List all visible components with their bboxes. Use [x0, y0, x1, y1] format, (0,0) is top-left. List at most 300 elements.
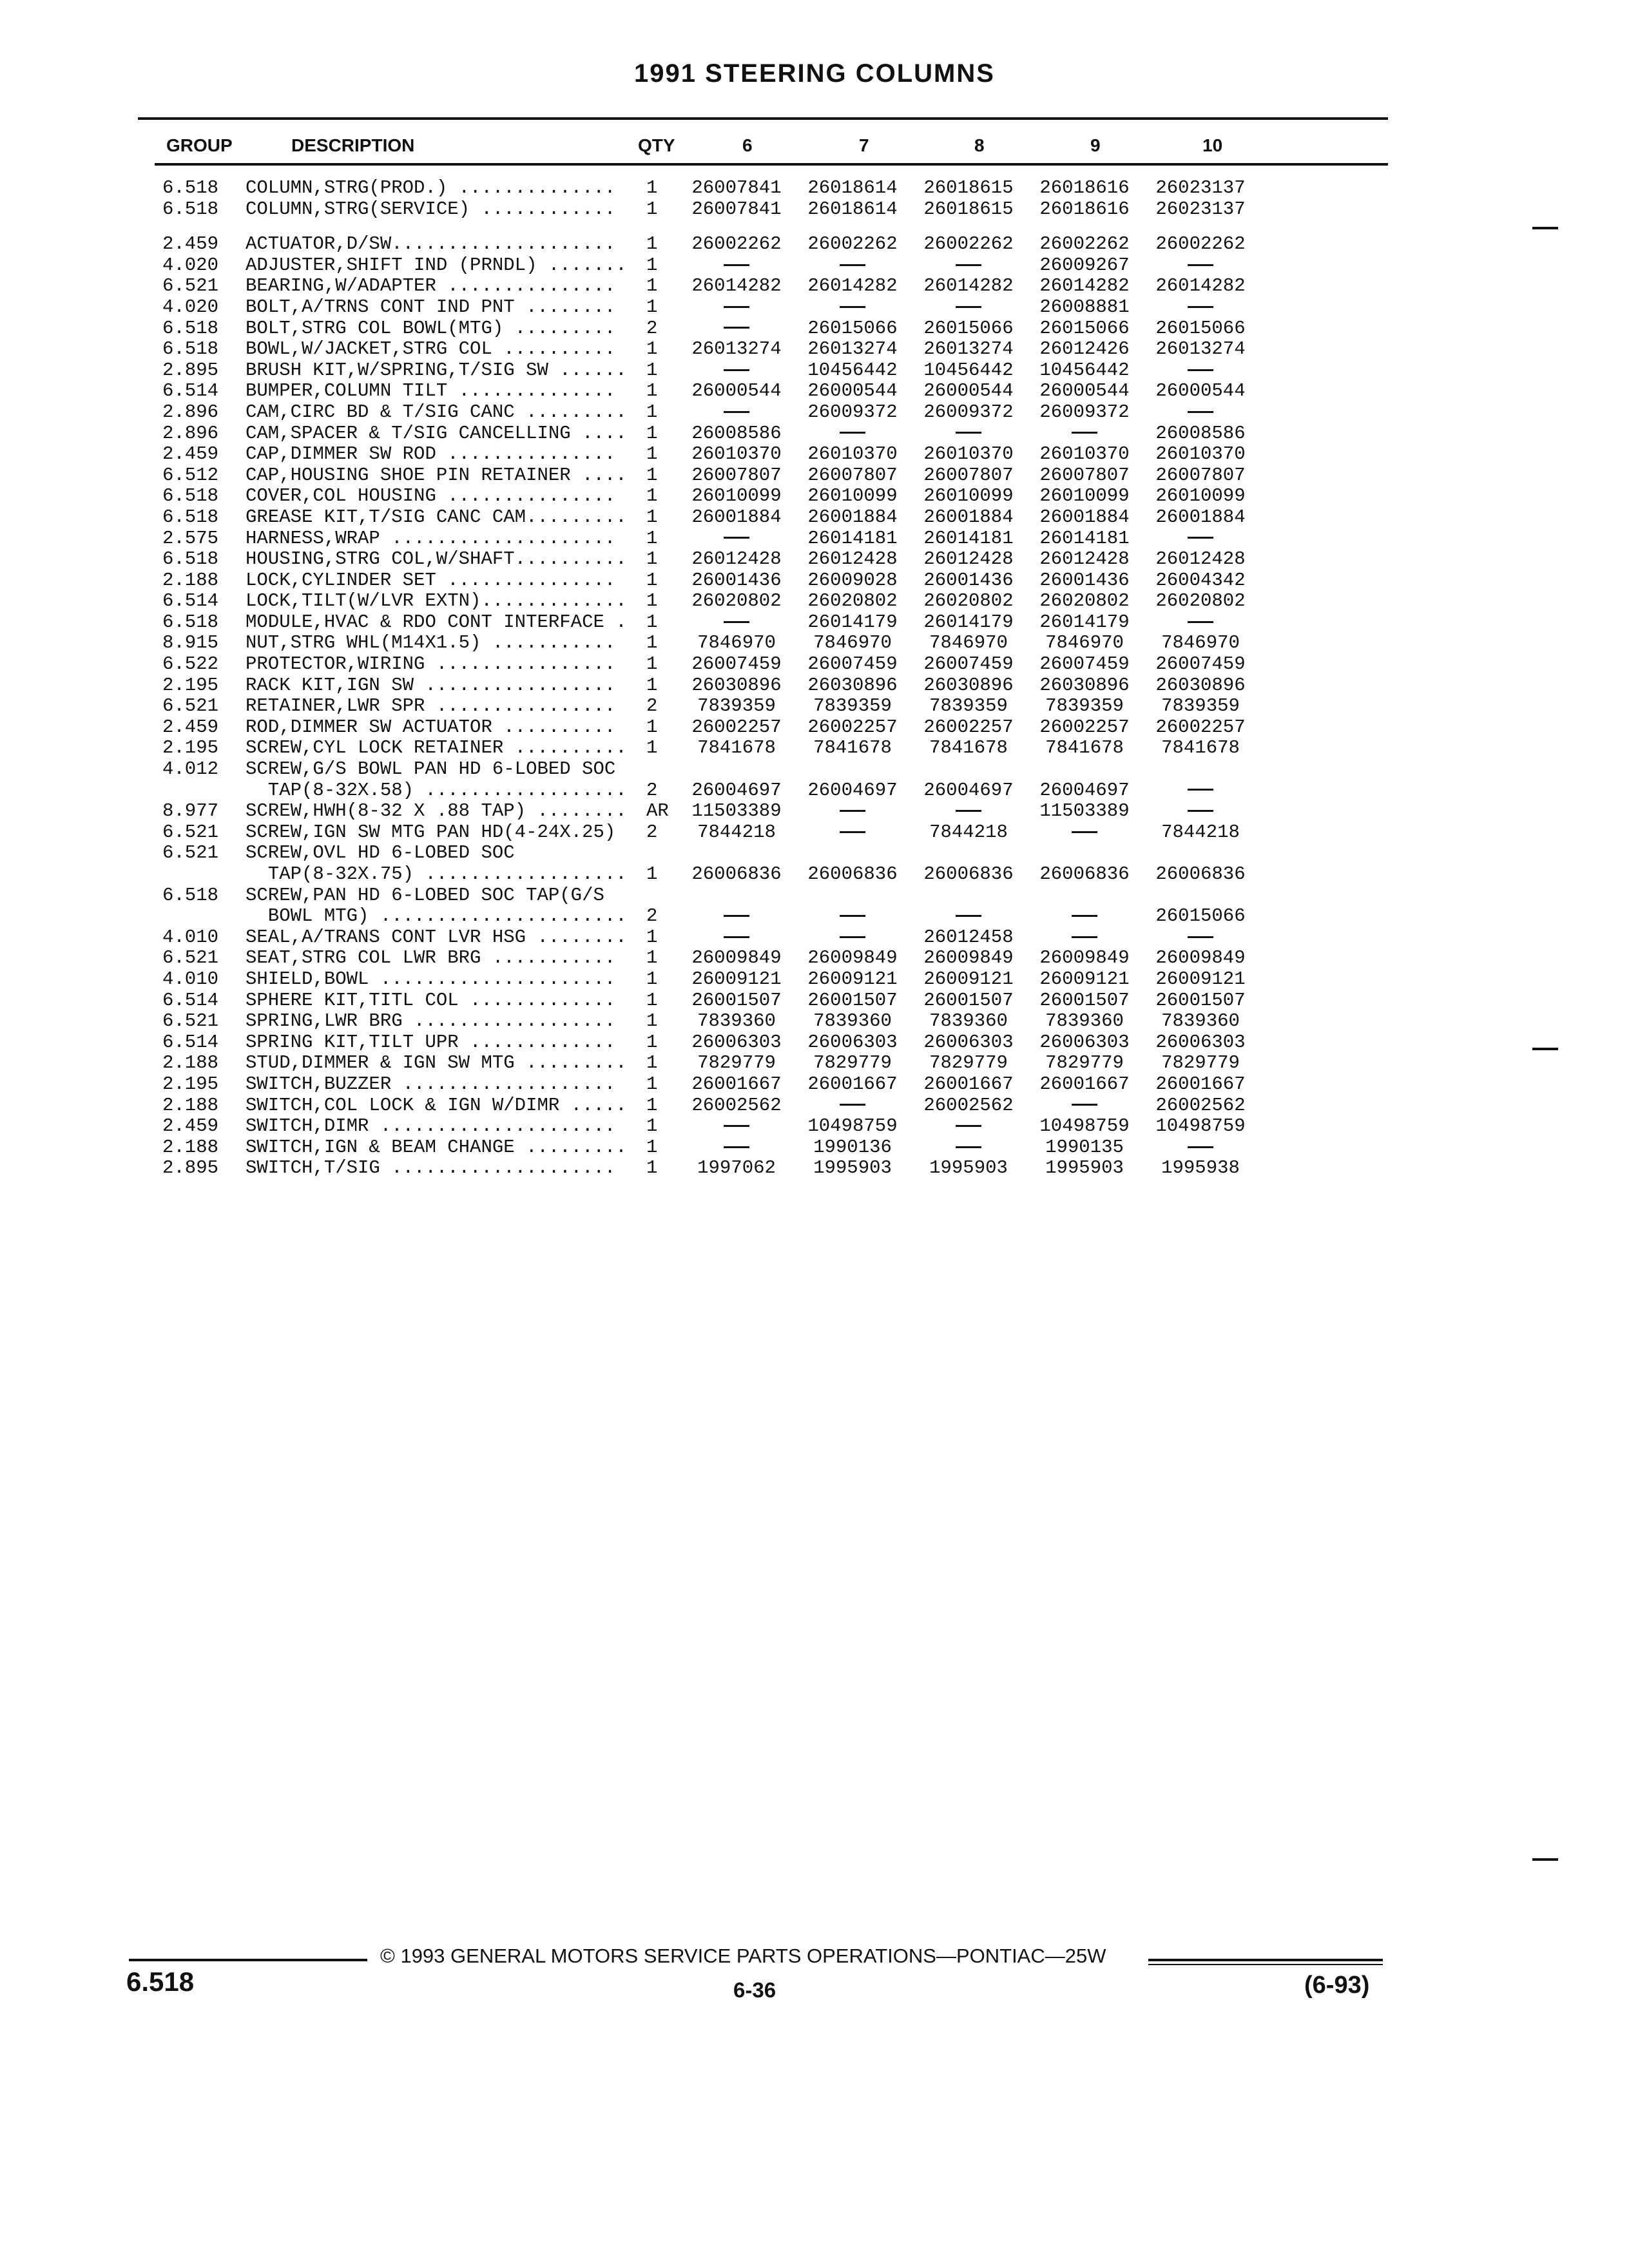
part-number-cell: 26009372	[1039, 401, 1130, 423]
table-row	[0, 654, 1629, 675]
part-number-cell: 26018614	[807, 177, 898, 198]
part-number-cell: 7846970	[813, 632, 892, 654]
part-number-cell: 26013274	[1155, 338, 1246, 360]
group-cell: 6.512	[162, 464, 219, 486]
group-cell: 6.518	[162, 198, 219, 220]
part-number-cell: 26004342	[1155, 569, 1246, 591]
part-number-cell: 26030896	[691, 674, 782, 696]
part-number-cell: 26020802	[691, 590, 782, 612]
not-applicable-dash	[1146, 360, 1255, 381]
dash-mark	[840, 1104, 865, 1106]
part-number-cell: 10498759	[807, 1115, 898, 1137]
not-applicable-dash	[682, 255, 791, 276]
part-number-cell: 26006303	[923, 1031, 1014, 1053]
part-number-cell: 26006303	[807, 1031, 898, 1053]
group-cell: 2.895	[162, 359, 219, 381]
qty-cell: 1	[646, 863, 658, 885]
part-number-cell: 26006303	[1039, 1031, 1130, 1053]
part-number-cell: 26030896	[807, 674, 898, 696]
part-number-cell: 7839359	[697, 695, 776, 717]
part-number-cell: 26015066	[923, 317, 1014, 339]
part-number-cell: 26001884	[1155, 506, 1246, 528]
part-number-cell: 26009849	[1039, 947, 1130, 969]
part-number-cell: 26014181	[923, 527, 1014, 549]
table-row	[0, 633, 1629, 654]
not-applicable-dash	[682, 1116, 791, 1137]
header-description: DESCRIPTION	[291, 135, 415, 155]
part-number-cell: 7841678	[697, 737, 776, 759]
qty-cell: 1	[646, 233, 658, 255]
part-number-cell: 26002257	[1155, 716, 1246, 738]
header-col-8: 8	[974, 135, 985, 155]
dash-mark	[1188, 306, 1213, 308]
part-number-cell: 26002257	[923, 716, 1014, 738]
part-number-cell: 7829779	[1045, 1052, 1124, 1074]
description-cell: SWITCH,COL LOCK & IGN W/DIMR .....	[246, 1094, 627, 1116]
not-applicable-dash	[1030, 423, 1139, 445]
not-applicable-dash	[1146, 297, 1255, 318]
group-cell: 2.188	[162, 569, 219, 591]
part-number-cell: 26014282	[923, 275, 1014, 297]
part-number-cell: 26023137	[1155, 198, 1246, 220]
not-applicable-dash	[1030, 1095, 1139, 1117]
part-number-cell: 7841678	[813, 737, 892, 759]
footer-date-code: (6-93)	[1304, 1972, 1370, 1999]
part-number-cell: 26009849	[923, 947, 1014, 969]
qty-cell: 1	[646, 338, 658, 360]
qty-cell: 1	[646, 296, 658, 318]
description-cell: BOWL MTG) ......................	[246, 905, 627, 927]
group-cell: 2.188	[162, 1094, 219, 1116]
qty-cell: 2	[646, 695, 658, 717]
description-cell: SWITCH,BUZZER ...................	[246, 1073, 616, 1095]
table-row	[0, 360, 1629, 381]
part-number-cell: 26014282	[807, 275, 898, 297]
not-applicable-dash	[798, 297, 907, 318]
part-number-cell: 26014179	[923, 611, 1014, 633]
group-cell: 2.459	[162, 716, 219, 738]
part-number-cell: 7839359	[1161, 695, 1240, 717]
part-number-cell: 26014179	[807, 611, 898, 633]
part-number-cell: 26001436	[923, 569, 1014, 591]
dash-mark	[724, 1146, 749, 1148]
part-number-cell: 26000544	[923, 380, 1014, 402]
part-number-cell: 26010099	[1039, 485, 1130, 507]
table-row	[0, 780, 1629, 802]
part-number-cell: 26002562	[691, 1094, 782, 1116]
group-cell: 6.518	[162, 884, 219, 906]
qty-cell: 1	[646, 1136, 658, 1158]
title-rule	[138, 117, 1388, 120]
group-cell: 6.521	[162, 1010, 219, 1032]
dash-mark	[840, 810, 865, 812]
part-number-cell: 26015066	[1155, 905, 1246, 927]
group-cell: 6.518	[162, 177, 219, 198]
part-number-cell: 26001436	[691, 569, 782, 591]
description-cell: RETAINER,LWR SPR ................	[246, 695, 616, 717]
part-number-cell: 26014181	[807, 527, 898, 549]
qty-cell: 1	[646, 674, 658, 696]
not-applicable-dash	[682, 927, 791, 948]
table-row	[0, 423, 1629, 445]
part-number-cell: 26007807	[807, 464, 898, 486]
qty-cell: 1	[646, 422, 658, 444]
group-cell: 4.010	[162, 968, 219, 990]
not-applicable-dash	[682, 1137, 791, 1158]
part-number-cell: 11503389	[691, 800, 782, 822]
qty-cell: 1	[646, 1115, 658, 1137]
dash-mark	[956, 306, 981, 308]
part-number-cell: 26000544	[1039, 380, 1130, 402]
part-number-cell: 26013274	[923, 338, 1014, 360]
part-number-cell: 7839360	[1045, 1010, 1124, 1032]
qty-cell: 2	[646, 317, 658, 339]
part-number-cell: 26030896	[1039, 674, 1130, 696]
group-cell: 6.521	[162, 695, 219, 717]
parts-table	[0, 178, 1629, 1179]
table-row	[0, 444, 1629, 465]
table-row	[0, 1032, 1629, 1053]
part-number-cell: 1995903	[1045, 1157, 1124, 1179]
qty-cell: 1	[646, 548, 658, 570]
part-number-cell: 26012428	[923, 548, 1014, 570]
margin-mark	[1532, 227, 1558, 229]
part-number-cell: 26002262	[807, 233, 898, 255]
dash-mark	[724, 306, 749, 308]
table-row	[0, 234, 1629, 255]
part-number-cell: 26004697	[807, 779, 898, 801]
dash-mark	[724, 411, 749, 413]
part-number-cell: 7846970	[929, 632, 1008, 654]
table-row	[0, 675, 1629, 697]
part-number-cell: 26007807	[691, 464, 782, 486]
qty-cell: 1	[646, 569, 658, 591]
group-cell: 6.518	[162, 317, 219, 339]
table-row	[0, 822, 1629, 843]
part-number-cell: 26001507	[807, 989, 898, 1011]
table-row	[0, 1074, 1629, 1095]
part-number-cell: 26014181	[1039, 527, 1130, 549]
group-cell: 2.459	[162, 443, 219, 465]
part-number-cell: 10456442	[1039, 359, 1130, 381]
part-number-cell: 26018614	[807, 198, 898, 220]
dash-mark	[1188, 369, 1213, 371]
description-cell: GREASE KIT,T/SIG CANC CAM.........	[246, 506, 627, 528]
part-number-cell: 26001667	[923, 1073, 1014, 1095]
header-col-10: 10	[1202, 135, 1223, 155]
description-cell: STUD,DIMMER & IGN SW MTG .........	[246, 1052, 627, 1074]
description-cell: SEAL,A/TRANS CONT LVR HSG ........	[246, 926, 627, 948]
not-applicable-dash	[1030, 927, 1139, 948]
not-applicable-dash	[1146, 927, 1255, 948]
part-number-cell: 26009849	[1155, 947, 1246, 969]
part-number-cell: 26009372	[807, 401, 898, 423]
part-number-cell: 26004697	[923, 779, 1014, 801]
part-number-cell: 26012428	[691, 548, 782, 570]
part-number-cell: 26010099	[807, 485, 898, 507]
dash-mark	[956, 915, 981, 917]
description-cell: SCREW,IGN SW MTG PAN HD(4-24X.25)	[246, 821, 616, 843]
part-number-cell: 7846970	[1045, 632, 1124, 654]
dash-mark	[724, 327, 749, 329]
dash-mark	[840, 264, 865, 266]
not-applicable-dash	[798, 801, 907, 822]
table-row	[0, 570, 1629, 591]
qty-cell: 1	[646, 590, 658, 612]
table-row	[0, 1158, 1629, 1179]
part-number-cell: 11503389	[1039, 800, 1130, 822]
part-number-cell: 26010370	[923, 443, 1014, 465]
table-row	[0, 549, 1629, 570]
part-number-cell: 26007807	[1039, 464, 1130, 486]
part-number-cell: 7844218	[1161, 821, 1240, 843]
part-number-cell: 10456442	[923, 359, 1014, 381]
part-number-cell: 26006836	[1155, 863, 1246, 885]
part-number-cell: 26009849	[807, 947, 898, 969]
part-number-cell: 26001884	[807, 506, 898, 528]
part-number-cell: 7839359	[1045, 695, 1124, 717]
description-cell: SPRING KIT,TILT UPR .............	[246, 1031, 616, 1053]
part-number-cell: 26001667	[1155, 1073, 1246, 1095]
table-row	[0, 612, 1629, 633]
not-applicable-dash	[1146, 528, 1255, 550]
part-number-cell: 26002562	[923, 1094, 1014, 1116]
table-row	[0, 297, 1629, 318]
part-number-cell: 26002257	[691, 716, 782, 738]
qty-cell: 1	[646, 1010, 658, 1032]
part-number-cell: 26002262	[923, 233, 1014, 255]
part-number-cell: 26001667	[1039, 1073, 1130, 1095]
group-cell: 6.518	[162, 506, 219, 528]
description-cell: BOWL,W/JACKET,STRG COL ..........	[246, 338, 616, 360]
qty-cell: 1	[646, 1073, 658, 1095]
table-row	[0, 486, 1629, 507]
group-cell: 8.915	[162, 632, 219, 654]
table-row	[0, 402, 1629, 423]
description-cell: ROD,DIMMER SW ACTUATOR ..........	[246, 716, 616, 738]
table-row	[0, 1116, 1629, 1137]
page-title: 1991 STEERING COLUMNS	[634, 59, 995, 88]
description-cell: TAP(8-32X.75) ..................	[246, 863, 627, 885]
group-cell: 4.012	[162, 758, 219, 780]
part-number-cell: 7829779	[813, 1052, 892, 1074]
part-number-cell: 26030896	[923, 674, 1014, 696]
part-number-cell: 26014282	[691, 275, 782, 297]
table-row	[0, 906, 1629, 927]
table-row	[0, 318, 1629, 340]
part-number-cell: 7839360	[813, 1010, 892, 1032]
part-number-cell: 26006836	[1039, 863, 1130, 885]
part-number-cell: 26010099	[923, 485, 1014, 507]
dash-mark	[1188, 264, 1213, 266]
not-applicable-dash	[1146, 1137, 1255, 1158]
part-number-cell: 26000544	[1155, 380, 1246, 402]
not-applicable-dash	[682, 402, 791, 423]
part-number-cell: 26009121	[1039, 968, 1130, 990]
part-number-cell: 26020802	[923, 590, 1014, 612]
group-cell: 2.195	[162, 1073, 219, 1095]
part-number-cell: 26015066	[1039, 317, 1130, 339]
qty-cell: 1	[646, 527, 658, 549]
margin-mark	[1532, 1048, 1558, 1050]
group-cell: 2.195	[162, 674, 219, 696]
qty-cell: 1	[646, 611, 658, 633]
qty-cell: 1	[646, 443, 658, 465]
not-applicable-dash	[798, 423, 907, 445]
description-cell: CAM,SPACER & T/SIG CANCELLING ....	[246, 422, 627, 444]
dash-mark	[724, 369, 749, 371]
part-number-cell: 7839360	[929, 1010, 1008, 1032]
not-applicable-dash	[914, 1116, 1023, 1137]
dash-mark	[956, 810, 981, 812]
part-number-cell: 7841678	[1045, 737, 1124, 759]
part-number-cell: 26010099	[691, 485, 782, 507]
description-cell: ACTUATOR,D/SW....................	[246, 233, 616, 255]
table-row	[0, 738, 1629, 759]
qty-cell: 1	[646, 380, 658, 402]
part-number-cell: 26002257	[1039, 716, 1130, 738]
group-cell: 6.518	[162, 611, 219, 633]
group-cell: 6.521	[162, 821, 219, 843]
group-cell: 2.188	[162, 1052, 219, 1074]
table-row	[0, 1053, 1629, 1074]
footer-page-number: 6-36	[733, 1978, 776, 2002]
description-cell: LOCK,TILT(W/LVR EXTN).............	[246, 590, 627, 612]
description-cell: COLUMN,STRG(PROD.) ..............	[246, 177, 616, 198]
description-cell: CAP,HOUSING SHOE PIN RETAINER ....	[246, 464, 627, 486]
part-number-cell: 26010370	[1155, 443, 1246, 465]
description-cell: ADJUSTER,SHIFT IND (PRNDL) .......	[246, 254, 627, 276]
qty-cell: 2	[646, 779, 658, 801]
table-row	[0, 381, 1629, 402]
description-cell: SWITCH,T/SIG ....................	[246, 1157, 616, 1179]
group-cell: 6.521	[162, 947, 219, 969]
part-number-cell: 26006303	[691, 1031, 782, 1053]
table-row	[0, 276, 1629, 297]
group-cell: 2.575	[162, 527, 219, 549]
footer-rule-left	[129, 1959, 367, 1961]
qty-cell: 1	[646, 1052, 658, 1074]
description-cell: SEAT,STRG COL LWR BRG ...........	[246, 947, 616, 969]
table-row	[0, 255, 1629, 276]
header-group: GROUP	[166, 135, 233, 155]
table-row	[0, 696, 1629, 717]
dash-mark	[956, 432, 981, 434]
part-number-cell: 7839360	[1161, 1010, 1240, 1032]
dash-mark	[1188, 936, 1213, 938]
description-cell: SCREW,OVL HD 6-LOBED SOC	[246, 842, 515, 864]
part-number-cell: 26004697	[1039, 779, 1130, 801]
table-row	[0, 178, 1629, 199]
dash-mark	[1188, 1146, 1213, 1148]
dash-mark	[1188, 810, 1213, 812]
description-cell: CAP,DIMMER SW ROD ...............	[246, 443, 616, 465]
not-applicable-dash	[682, 297, 791, 318]
header-qty: QTY	[638, 135, 675, 155]
description-cell: RACK KIT,IGN SW .................	[246, 674, 616, 696]
dash-mark	[724, 264, 749, 266]
part-number-cell: 1995903	[813, 1157, 892, 1179]
part-number-cell: 26002562	[1155, 1094, 1246, 1116]
part-number-cell: 26008586	[1155, 422, 1246, 444]
group-cell: 6.518	[162, 338, 219, 360]
part-number-cell: 26008881	[1039, 296, 1130, 318]
header-col-6: 6	[742, 135, 753, 155]
table-row	[0, 843, 1629, 864]
part-number-cell: 1995938	[1161, 1157, 1240, 1179]
qty-cell: 1	[646, 506, 658, 528]
qty-cell: 1	[646, 947, 658, 969]
description-cell: SPRING,LWR BRG ..................	[246, 1010, 616, 1032]
part-number-cell: 26000544	[691, 380, 782, 402]
part-number-cell: 1990136	[813, 1136, 892, 1158]
part-number-cell: 26012428	[807, 548, 898, 570]
qty-cell: 1	[646, 989, 658, 1011]
part-number-cell: 26014282	[1155, 275, 1246, 297]
dash-mark	[1072, 831, 1097, 833]
group-cell: 4.020	[162, 254, 219, 276]
part-number-cell: 26001507	[691, 989, 782, 1011]
not-applicable-dash	[1146, 402, 1255, 423]
part-number-cell: 26004697	[691, 779, 782, 801]
footer-copyright: © 1993 GENERAL MOTORS SERVICE PARTS OPERATIONS—PONTIAC—25W	[380, 1945, 1106, 1967]
dash-mark	[956, 1146, 981, 1148]
part-number-cell: 1990135	[1045, 1136, 1124, 1158]
qty-cell: 1	[646, 485, 658, 507]
table-row	[0, 199, 1629, 220]
table-row	[0, 948, 1629, 969]
part-number-cell: 26007807	[923, 464, 1014, 486]
part-number-cell: 26002262	[691, 233, 782, 255]
part-number-cell: 26023137	[1155, 177, 1246, 198]
not-applicable-dash	[798, 927, 907, 948]
table-row	[0, 717, 1629, 738]
part-number-cell: 26015066	[1155, 317, 1246, 339]
description-cell: SCREW,G/S BOWL PAN HD 6-LOBED SOC	[246, 758, 616, 780]
dash-mark	[840, 915, 865, 917]
dash-mark	[1072, 915, 1097, 917]
group-cell: 6.521	[162, 842, 219, 864]
description-cell: SPHERE KIT,TITL COL .............	[246, 989, 616, 1011]
description-cell: BOLT,STRG COL BOWL(MTG) .........	[246, 317, 616, 339]
description-cell: SCREW,HWH(8-32 X .88 TAP) ........	[246, 800, 627, 822]
part-number-cell: 26014179	[1039, 611, 1130, 633]
part-number-cell: 7839359	[813, 695, 892, 717]
description-cell: HARNESS,WRAP ....................	[246, 527, 616, 549]
part-number-cell: 7846970	[1161, 632, 1240, 654]
not-applicable-dash	[798, 1095, 907, 1117]
group-cell: 6.518	[162, 548, 219, 570]
part-number-cell: 26007841	[691, 177, 782, 198]
qty-cell: 1	[646, 198, 658, 220]
part-number-cell: 26020802	[1039, 590, 1130, 612]
group-cell: 4.010	[162, 926, 219, 948]
table-row	[0, 591, 1629, 612]
not-applicable-dash	[1146, 612, 1255, 633]
qty-cell: 1	[646, 254, 658, 276]
table-row	[0, 465, 1629, 486]
group-cell: 6.521	[162, 275, 219, 297]
part-number-cell: 26006836	[691, 863, 782, 885]
table-row	[0, 1095, 1629, 1117]
description-cell: HOUSING,STRG COL,W/SHAFT..........	[246, 548, 627, 570]
part-number-cell: 10498759	[1039, 1115, 1130, 1137]
qty-cell: 2	[646, 821, 658, 843]
table-row	[0, 507, 1629, 528]
part-number-cell: 7829779	[1161, 1052, 1240, 1074]
part-number-cell: 26002257	[807, 716, 898, 738]
dash-mark	[956, 264, 981, 266]
